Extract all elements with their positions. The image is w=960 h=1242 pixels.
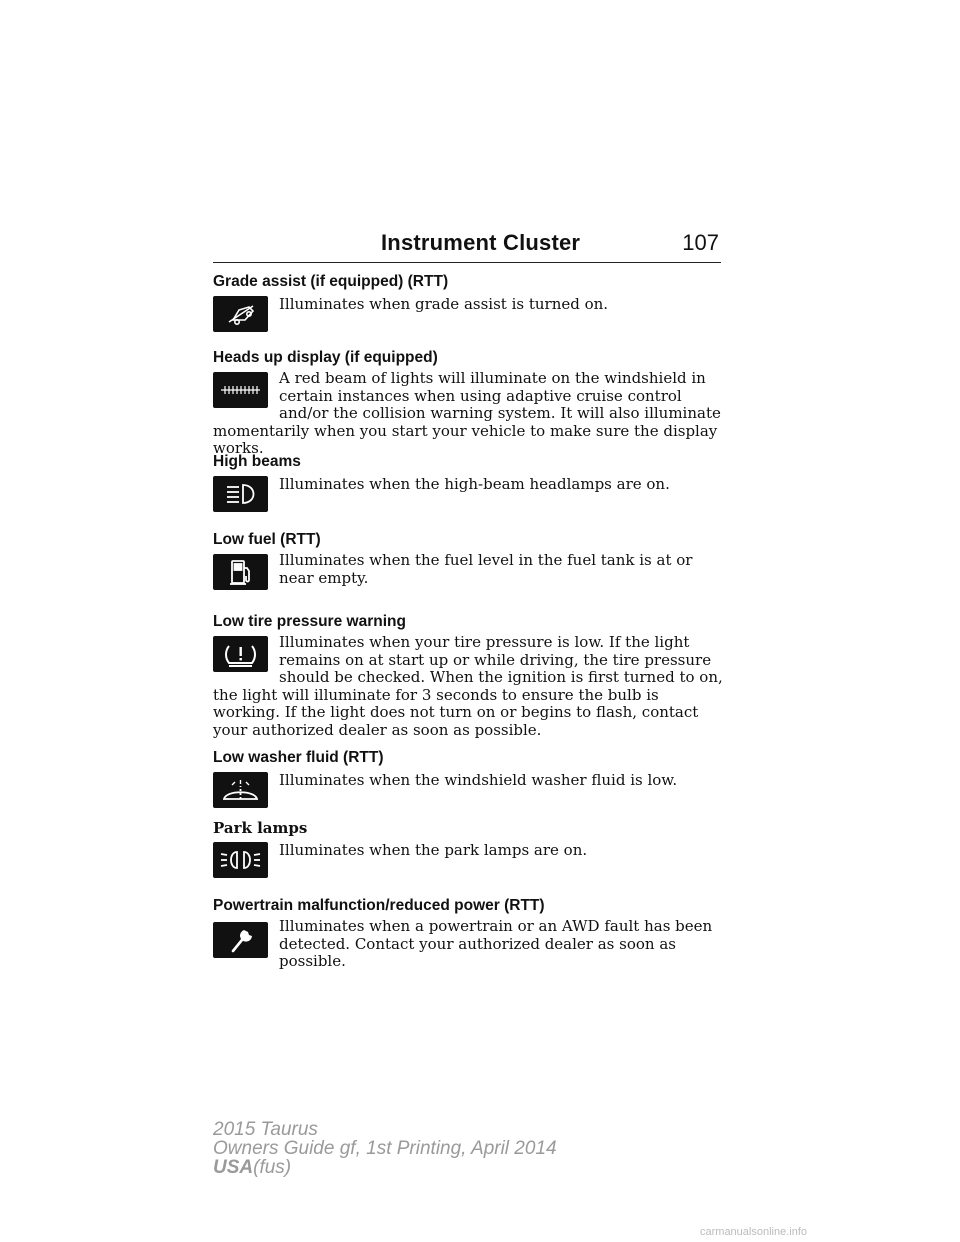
section-description: Illuminates when the park lamps are on. <box>279 841 588 859</box>
chapter-title: Instrument Cluster <box>381 230 581 255</box>
section-description: Illuminates when the windshield washer fluid is low. <box>279 771 678 789</box>
section-low-fuel <box>213 530 723 587</box>
section-description: A red beam of lights will illuminate on the windshield in certain instances when using adaptive cruise control and/or the collision warning system. It will also illuminate momentarily when you start your vehicle to make sure the display works. <box>213 369 721 457</box>
section-description: Illuminates when the high-beam headlamps are on. <box>279 475 670 493</box>
section-title: Grade assist (if equipped) (RTT) <box>213 273 449 290</box>
section-low-washer-fluid <box>213 748 723 789</box>
section-park-lamps <box>213 818 723 859</box>
document-footer <box>213 1120 557 1177</box>
section-title: Low tire pressure warning <box>213 613 406 630</box>
page-number: 107 <box>682 230 719 255</box>
section-low-tire-pressure <box>213 612 723 739</box>
footer-region <box>213 1158 557 1177</box>
section-title: Powertrain malfunction/reduced power (RTT) <box>213 897 545 914</box>
section-title: Heads up display (if equipped) <box>213 349 438 366</box>
page-header <box>213 226 721 263</box>
section-description: Illuminates when the fuel level in the fuel tank is at or near empty. <box>279 551 693 587</box>
section-heads-up-display <box>213 348 723 457</box>
watermark: carmanualsonline.info <box>700 1226 808 1238</box>
section-grade-assist <box>213 272 723 313</box>
section-title: High beams <box>213 453 301 470</box>
footer-market: (fus) <box>253 1157 292 1178</box>
section-description: Illuminates when grade assist is turned on. <box>279 295 609 313</box>
section-description: Illuminates when your tire pressure is low. If the light remains on at start up or while driving, the tire pressure should be checked. When the ignition is first turned to on, the light will illuminate for 3 seconds to ensure the bulb is working. If the light does not turn on or begins to flash, contact your authorized dealer as soon as possible. <box>213 633 723 739</box>
section-title: Low fuel (RTT) <box>213 531 321 548</box>
footer-edition: Owners Guide gf, 1st Printing, April 2014 <box>213 1138 557 1159</box>
section-title: Low washer fluid (RTT) <box>213 749 384 766</box>
section-description: Illuminates when a powertrain or an AWD fault has been detected. Contact your authorized dealer as soon as possible. <box>279 917 713 970</box>
section-high-beams <box>213 452 723 493</box>
footer-model: 2015 Taurus <box>213 1119 318 1140</box>
section-title: Park lamps <box>213 819 308 837</box>
footer-country: USA <box>213 1157 254 1178</box>
section-powertrain-malfunction <box>213 896 723 970</box>
